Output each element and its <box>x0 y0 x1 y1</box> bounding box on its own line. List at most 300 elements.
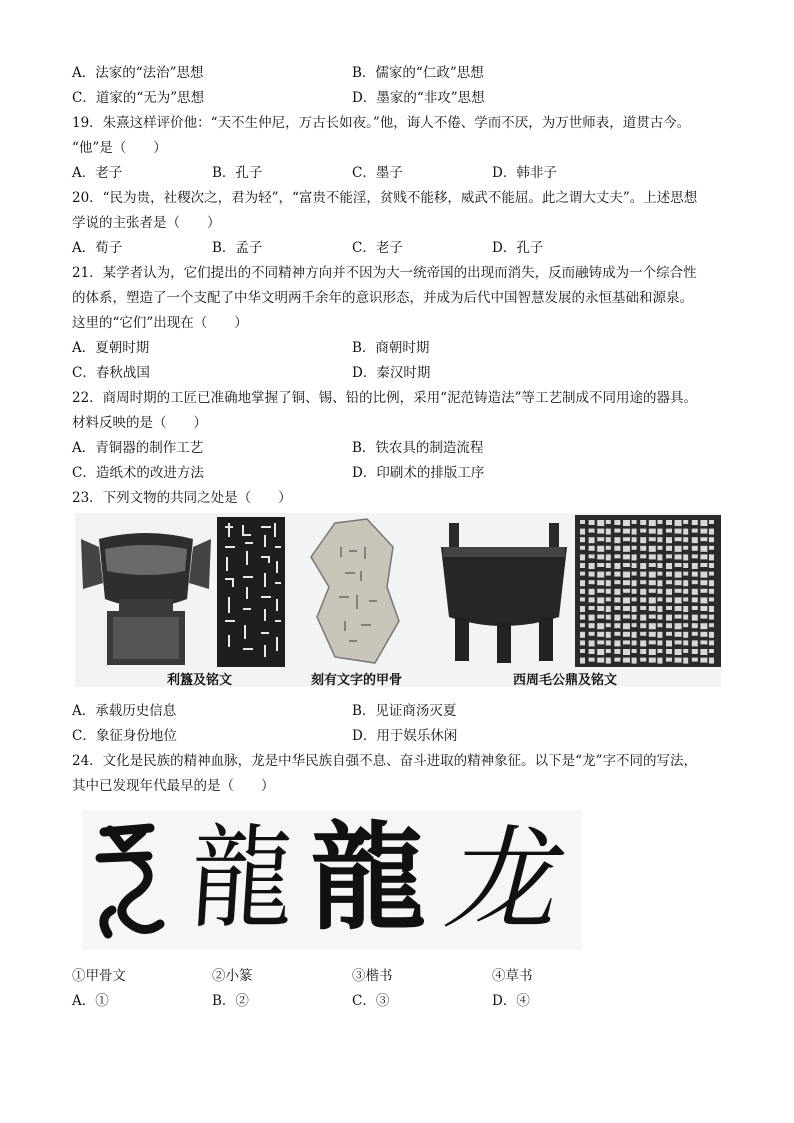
inscription-mark <box>614 632 620 636</box>
inscription-mark <box>632 632 637 638</box>
q24-option-b[interactable]: B．② <box>212 993 249 1009</box>
inscription-mark <box>683 554 688 560</box>
inscription-mark <box>709 597 714 601</box>
inscription-mark <box>623 623 630 629</box>
inscription-mark <box>649 658 656 663</box>
inscription-mark <box>692 580 698 584</box>
inscription-mark <box>683 537 688 542</box>
inscription-mark <box>649 589 656 593</box>
q23-option-b[interactable]: B．见证商汤灭夏 <box>352 703 457 719</box>
inscription-mark <box>614 537 620 543</box>
inscription-mark <box>640 589 646 595</box>
inscription-mark <box>675 640 682 644</box>
inscription-mark <box>683 615 688 620</box>
caption-li-gui: 利簋及铭文 <box>167 673 233 688</box>
inscription-mark <box>580 563 585 568</box>
inscription-mark <box>623 632 630 637</box>
inscription-mark <box>623 563 630 567</box>
inscription-mark <box>589 649 595 654</box>
inscription-mark <box>709 640 714 645</box>
inscription-mark <box>657 649 662 653</box>
inscription-mark <box>709 537 714 542</box>
artifact-gallery <box>75 513 721 687</box>
inscription-mark <box>606 658 611 664</box>
q19-option-a[interactable]: A．老子 <box>72 165 123 181</box>
inscription-mark <box>700 572 707 578</box>
q22-stem-line2: 材料反映的是（ ） <box>72 415 207 431</box>
inscription-mark <box>589 580 595 584</box>
inscription-mark <box>657 529 662 535</box>
inscription-mark <box>649 572 656 578</box>
inscription-mark <box>606 520 611 524</box>
q19-option-d[interactable]: D．韩非子 <box>492 165 557 181</box>
inscription-mark <box>640 563 646 569</box>
inscription-mark <box>614 589 620 595</box>
inscription-mark <box>649 640 656 644</box>
inscription-mark <box>606 580 611 586</box>
inscription-mark <box>580 554 585 560</box>
inscription-mark <box>640 623 646 628</box>
inscription-mark <box>606 632 611 638</box>
inscription-mark <box>675 589 682 593</box>
inscription-mark <box>675 529 682 534</box>
inscription-mark <box>709 529 714 535</box>
inscription-mark <box>589 563 595 569</box>
inscription-mark <box>640 649 646 654</box>
inscription-mark <box>675 606 682 611</box>
inscription-mark <box>589 529 595 533</box>
dragon-oracle-script-glyph <box>90 818 170 946</box>
q20-option-c[interactable]: C．老子 <box>352 240 403 256</box>
inscription-mark <box>580 658 585 664</box>
q24-option-c[interactable]: C．③ <box>352 993 390 1009</box>
inscription-mark <box>640 554 646 558</box>
inscription-mark <box>649 537 656 541</box>
q21-stem-line3: 这里的“它们”出现在（ ） <box>72 315 248 331</box>
inscription-mark <box>692 623 698 628</box>
inscription-mark <box>683 572 688 576</box>
inscription-mark <box>675 632 682 637</box>
inscription-mark <box>709 632 714 638</box>
inscription-mark <box>580 615 585 620</box>
inscription-mark <box>666 606 672 610</box>
q22-stem-line1: 22．商周时期的工匠已准确地掌握了铜、锡、铅的比例，采用“泥范铸造法”等工艺制成不同用途的器具。 <box>72 390 697 406</box>
inscription-mark <box>597 580 604 585</box>
inscription-mark <box>675 623 682 629</box>
inscription-mark <box>683 632 688 638</box>
inscription-mark <box>632 623 637 627</box>
inscription-mark <box>589 615 595 621</box>
inscription-mark <box>606 606 611 612</box>
inscription-mark <box>657 658 662 664</box>
inscription-mark <box>632 520 637 524</box>
inscription-mark <box>649 597 656 603</box>
q22-option-b[interactable]: B．铁农具的制造流程 <box>352 440 484 456</box>
q24-option-a[interactable]: A．① <box>72 993 109 1009</box>
inscription-mark <box>657 606 662 612</box>
q20-stem-line1: 20．“民为贵，社稷次之，君为轻”，“富贵不能淫，贫贱不能移，威武不能屈。此之谓大丈夫”。上述思想 <box>72 190 698 206</box>
inscription-mark <box>700 615 707 619</box>
inscription-mark <box>632 529 637 535</box>
inscription-mark <box>632 537 637 542</box>
inscription-mark <box>632 572 637 576</box>
inscription-mark <box>666 649 672 654</box>
inscription-mark <box>632 649 637 653</box>
inscription-mark <box>589 658 595 662</box>
inscription-mark <box>580 520 585 524</box>
inscription-mark <box>692 546 698 551</box>
inscription-mark <box>692 554 698 558</box>
inscription-mark <box>709 649 714 653</box>
inscription-mark <box>632 554 637 560</box>
inscription-mark <box>692 589 698 595</box>
li-gui-vessel-image <box>77 519 215 667</box>
inscription-mark <box>692 597 698 602</box>
q18-option-b[interactable]: B．儒家的“仁政”思想 <box>352 65 484 81</box>
inscription-mark <box>692 615 698 621</box>
inscription-mark <box>614 606 620 610</box>
inscription-mark <box>614 554 620 558</box>
inscription-mark <box>597 554 604 559</box>
inscription-mark <box>632 606 637 612</box>
inscription-mark <box>709 520 714 524</box>
inscription-mark <box>683 589 688 594</box>
inscription-mark <box>700 520 707 526</box>
inscription-mark <box>606 623 611 627</box>
inscription-mark <box>580 640 585 645</box>
inscription-mark <box>692 640 698 646</box>
inscription-mark <box>614 529 620 533</box>
inscription-mark <box>700 658 707 663</box>
inscription-mark <box>692 632 698 636</box>
inscription-mark <box>657 597 662 601</box>
inscription-mark <box>614 640 620 646</box>
inscription-mark <box>700 546 707 552</box>
inscription-mark <box>666 632 672 636</box>
inscription-mark <box>589 537 595 543</box>
inscription-mark <box>700 563 707 567</box>
inscription-mark <box>597 529 604 534</box>
inscription-mark <box>589 623 595 628</box>
inscription-mark <box>657 563 662 568</box>
inscription-mark <box>649 520 656 526</box>
inscription-mark <box>597 640 604 644</box>
q20-stem-line2: 学说的主张者是（ ） <box>72 215 221 231</box>
inscription-mark <box>623 589 630 593</box>
q24-stem-line2: 其中已发现年代最早的是（ ） <box>72 778 275 794</box>
inscription-mark <box>709 623 714 627</box>
inscription-mark <box>700 529 707 534</box>
inscription-mark <box>683 563 688 568</box>
inscription-mark <box>640 597 646 602</box>
q22-option-d[interactable]: D．印刷术的排版工序 <box>352 465 485 481</box>
inscription-mark <box>683 520 688 524</box>
q23-option-a[interactable]: A．承载历史信息 <box>72 703 177 719</box>
inscription-mark <box>683 606 688 612</box>
inscription-mark <box>580 589 585 594</box>
inscription-mark <box>683 623 688 627</box>
inscription-mark <box>589 554 595 558</box>
inscription-mark <box>614 546 620 551</box>
inscription-mark <box>640 615 646 621</box>
inscription-mark <box>666 529 672 533</box>
inscription-mark <box>597 597 604 603</box>
inscription-mark <box>709 580 714 586</box>
inscription-mark <box>597 632 604 637</box>
inscription-mark <box>675 615 682 619</box>
inscription-mark <box>614 658 620 662</box>
inscription-mark <box>666 554 672 558</box>
inscription-mark <box>597 563 604 567</box>
inscription-mark <box>666 580 672 584</box>
q20-option-b[interactable]: B．孟子 <box>212 240 263 256</box>
q22-option-a[interactable]: A．青铜器的制作工艺 <box>72 440 204 456</box>
dragon-small-seal-glyph: 龍 <box>186 814 298 944</box>
inscription-mark <box>640 520 646 525</box>
inscription-mark <box>640 529 646 533</box>
inscription-mark <box>614 563 620 569</box>
q21-option-c[interactable]: C．春秋战国 <box>72 365 150 381</box>
q22-option-c[interactable]: C．造纸术的改进方法 <box>72 465 204 481</box>
inscription-mark <box>597 546 604 552</box>
inscription-mark <box>675 563 682 567</box>
inscription-mark <box>657 546 662 550</box>
inscription-mark <box>606 649 611 653</box>
q18-option-d[interactable]: D．墨家的“非攻”思想 <box>352 90 485 106</box>
inscription-mark <box>666 597 672 602</box>
q24-label-regular: ③楷书 <box>352 968 393 984</box>
inscription-mark <box>683 658 688 664</box>
inscription-mark <box>580 649 585 653</box>
inscription-mark <box>623 546 630 552</box>
inscription-mark <box>657 632 662 638</box>
inscription-mark <box>589 606 595 610</box>
inscription-mark <box>580 537 585 542</box>
q21-stem-line1: 21．某学者认为，它们提出的不同精神方向并不因为大一统帝国的出现而消失，反而融铸成为一个综合性 <box>72 265 697 281</box>
inscription-mark <box>709 606 714 612</box>
inscription-mark <box>580 606 585 612</box>
inscription-mark <box>675 520 682 526</box>
inscription-mark <box>580 546 585 550</box>
inscription-mark <box>649 580 656 585</box>
inscription-mark <box>623 537 630 541</box>
inscription-mark <box>666 520 672 525</box>
inscription-mark <box>614 615 620 621</box>
inscription-mark <box>614 597 620 602</box>
inscription-mark <box>709 563 714 568</box>
inscription-mark <box>623 580 630 585</box>
inscription-mark <box>606 537 611 542</box>
q24-label-cursive: ④草书 <box>492 968 533 984</box>
inscription-mark <box>675 597 682 603</box>
inscription-mark <box>649 649 656 655</box>
inscription-mark <box>649 632 656 637</box>
li-gui-inscription-image <box>217 517 285 667</box>
inscription-mark <box>632 580 637 586</box>
inscription-mark <box>589 589 595 595</box>
dragon-scripts-image <box>82 810 582 950</box>
inscription-mark <box>614 623 620 628</box>
q18-option-c[interactable]: C．道家的“无为”思想 <box>72 90 205 106</box>
inscription-mark <box>657 580 662 586</box>
inscription-mark <box>640 572 646 577</box>
inscription-mark <box>606 563 611 568</box>
q21-stem-line2: 的体系，塑造了一个支配了中华文明两千余年的意识形态，并成为后代中国智慧发展的永恒基础和源泉。 <box>72 290 693 306</box>
inscription-mark <box>597 658 604 663</box>
q23-option-c[interactable]: C．象征身份地位 <box>72 728 177 744</box>
inscription-mark <box>597 615 604 619</box>
inscription-mark <box>597 572 604 578</box>
inscription-mark <box>580 632 585 638</box>
q19-stem-line2: “他”是（ ） <box>72 140 167 156</box>
inscription-mark <box>709 546 714 550</box>
inscription-mark <box>666 546 672 551</box>
inscription-mark <box>640 546 646 551</box>
inscription-mark <box>657 520 662 524</box>
inscription-mark <box>692 563 698 569</box>
inscription-mark <box>700 623 707 629</box>
inscription-mark <box>700 589 707 593</box>
inscription-mark <box>623 606 630 611</box>
inscription-mark <box>700 606 707 611</box>
inscription-mark <box>640 580 646 584</box>
inscription-mark <box>709 589 714 594</box>
inscription-mark <box>580 623 585 627</box>
inscription-mark <box>623 640 630 644</box>
inscription-mark <box>632 597 637 601</box>
mao-gong-ding-inscription-image <box>575 515 721 667</box>
q19-option-c[interactable]: C．墨子 <box>352 165 403 181</box>
inscription-mark <box>700 649 707 655</box>
inscription-mark <box>675 658 682 663</box>
inscription-mark <box>597 606 604 611</box>
q20-option-a[interactable]: A．荀子 <box>72 240 123 256</box>
inscription-mark <box>632 658 637 664</box>
inscription-mark <box>606 640 611 645</box>
inscription-mark <box>709 615 714 620</box>
inscription-mark <box>623 529 630 534</box>
inscription-mark <box>580 572 585 576</box>
q24-option-d[interactable]: D．④ <box>492 993 530 1009</box>
inscription-mark <box>589 520 595 525</box>
inscription-mark <box>666 572 672 577</box>
inscription-mark <box>683 546 688 550</box>
inscription-mark <box>666 563 672 569</box>
inscription-mark <box>675 580 682 585</box>
inscription-mark <box>623 649 630 655</box>
inscription-mark <box>580 597 585 601</box>
inscription-mark <box>606 615 611 620</box>
inscription-mark <box>606 546 611 550</box>
inscription-mark <box>623 554 630 559</box>
inscription-mark <box>589 572 595 577</box>
inscription-mark <box>649 546 656 552</box>
inscription-mark <box>657 623 662 627</box>
inscription-mark <box>589 632 595 636</box>
inscription-mark <box>606 554 611 560</box>
inscription-mark <box>709 658 714 664</box>
inscription-mark <box>580 529 585 535</box>
inscription-mark <box>640 537 646 543</box>
inscription-mark <box>683 529 688 535</box>
inscription-mark <box>597 537 604 541</box>
q18-option-a[interactable]: A．法家的“法治”思想 <box>72 65 204 81</box>
inscription-mark <box>675 554 682 559</box>
inscription-mark <box>657 572 662 576</box>
dragon-regular-script-glyph: 龍 <box>310 811 426 946</box>
q24-stem-line1: 24．文化是民族的精神血脉，龙是中华民族自强不息、奋斗进取的精神象征。以下是“龙”字不同的写法， <box>72 753 697 769</box>
q21-option-a[interactable]: A．夏朝时期 <box>72 340 150 356</box>
inscription-mark <box>623 597 630 603</box>
inscription-mark <box>683 649 688 653</box>
inscription-mark <box>640 658 646 662</box>
q21-option-b[interactable]: B．商朝时期 <box>352 340 430 356</box>
inscription-mark <box>692 658 698 662</box>
inscription-mark <box>666 623 672 628</box>
q23-option-d[interactable]: D．用于娱乐休闲 <box>352 728 458 744</box>
inscription-mark <box>657 554 662 560</box>
inscription-mark <box>709 572 714 576</box>
inscription-mark <box>606 597 611 601</box>
inscription-mark <box>666 537 672 543</box>
inscription-mark <box>657 589 662 594</box>
dragon-cursive-script-glyph: 龙 <box>435 815 581 945</box>
inscription-mark <box>683 580 688 586</box>
inscription-mark <box>675 546 682 552</box>
inscription-mark <box>614 520 620 525</box>
caption-oracle-bone: 刻有文字的甲骨 <box>311 673 403 688</box>
inscription-mark <box>589 640 595 646</box>
q21-option-d[interactable]: D．秦汉时期 <box>352 365 431 381</box>
inscription-mark <box>700 597 707 603</box>
inscription-mark <box>623 658 630 663</box>
q24-label-oracle: ①甲骨文 <box>72 968 126 984</box>
inscription-mark <box>657 537 662 542</box>
inscription-mark <box>649 563 656 567</box>
inscription-mark <box>623 520 630 526</box>
inscription-mark <box>632 640 637 645</box>
inscription-mark <box>632 563 637 568</box>
inscription-mark <box>606 572 611 576</box>
q19-option-b[interactable]: B．孔子 <box>212 165 263 181</box>
inscription-mark <box>606 589 611 594</box>
inscription-mark <box>692 649 698 654</box>
inscription-mark <box>675 537 682 541</box>
q23-stem: 23．下列文物的共同之处是（ ） <box>72 490 292 506</box>
inscription-mark <box>700 640 707 644</box>
inscription-mark <box>597 649 604 655</box>
inscription-mark <box>649 606 656 611</box>
q20-option-d[interactable]: D．孔子 <box>492 240 544 256</box>
inscription-mark <box>640 640 646 646</box>
inscription-mark <box>623 615 630 619</box>
inscription-mark <box>632 589 637 594</box>
inscription-mark <box>614 572 620 577</box>
inscription-mark <box>649 554 656 559</box>
inscription-mark <box>589 597 595 602</box>
inscription-mark <box>614 649 620 654</box>
inscription-mark <box>709 554 714 560</box>
inscription-mark <box>657 640 662 645</box>
inscription-mark <box>666 640 672 646</box>
inscription-mark <box>683 640 688 645</box>
inscription-mark <box>692 537 698 543</box>
inscription-mark <box>666 615 672 621</box>
mao-gong-ding-image <box>433 517 575 667</box>
inscription-mark <box>632 615 637 620</box>
inscription-mark <box>606 529 611 535</box>
inscription-mark <box>614 580 620 584</box>
